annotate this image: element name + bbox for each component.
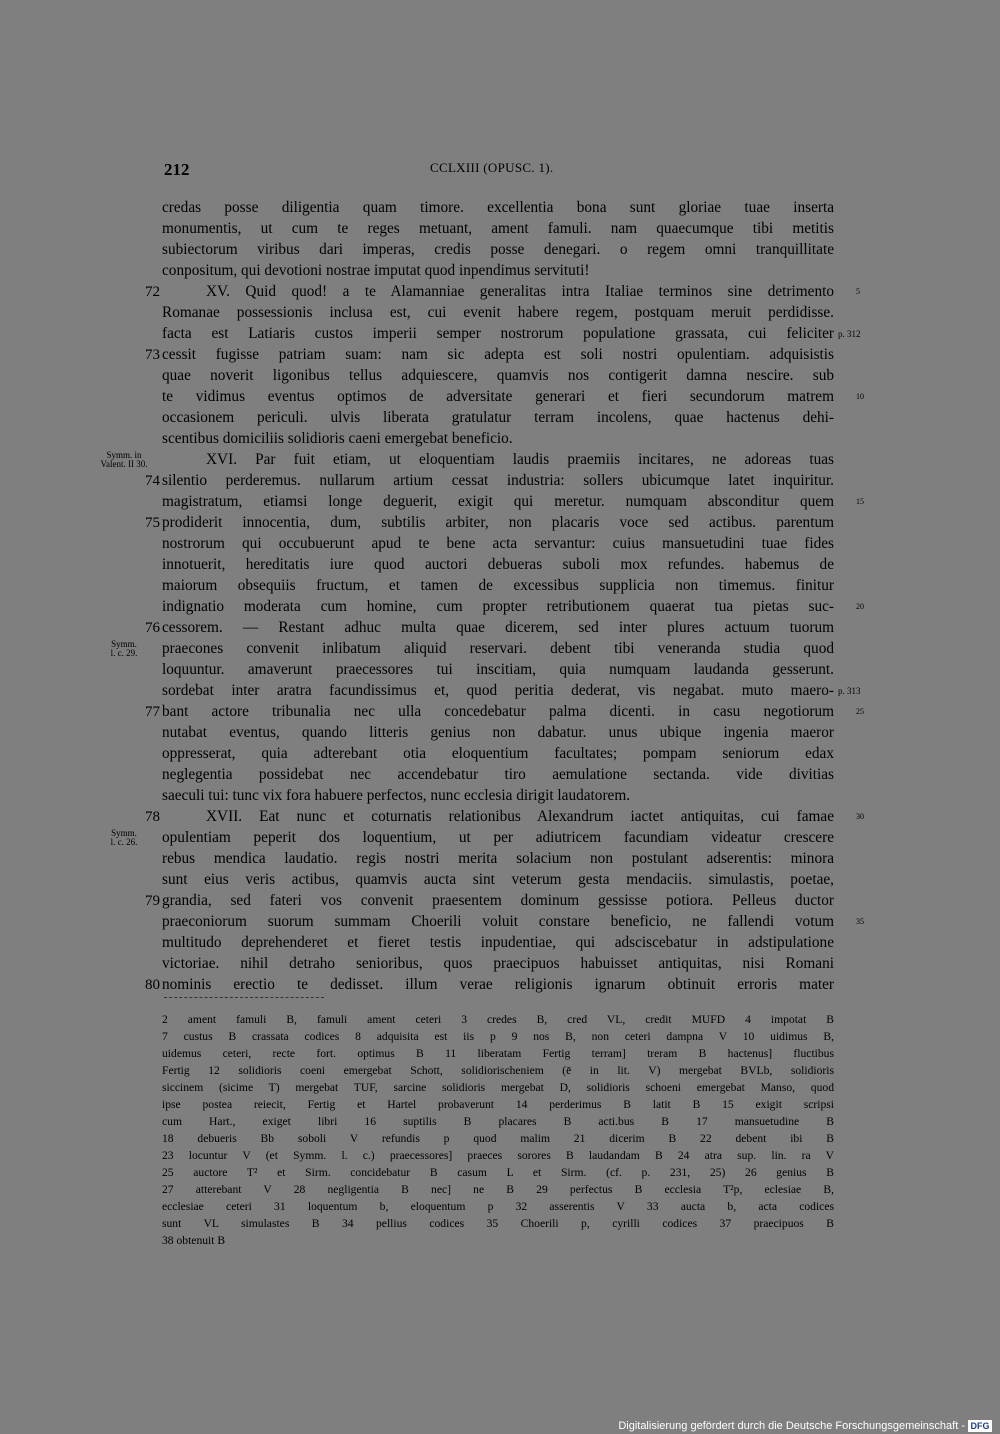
text-line: praecones convenit inlibatum aliquid reservari. debent tibi veneranda studia quod <box>162 640 834 657</box>
page-reference: p. 313 <box>838 686 861 696</box>
marginal-reference-line: l. c. 26. <box>110 837 138 847</box>
text-line: innotuerit, hereditatis iure quod auctori debueras suboli mox refundes. habemus de <box>162 556 834 573</box>
line-number: 5 <box>856 287 860 296</box>
text-line: facta est Latiaris custos imperii semper nostrorum populatione grassata, cui feliciter <box>162 325 834 342</box>
text-line: scentibus domiciliis solidioris caeni emergebat beneficio. <box>162 430 513 447</box>
section-number: 74 <box>145 473 160 489</box>
text-line: occasionem periculi. ulvis liberata gratulatur terram incolens, quae hactenus dehi- <box>162 409 834 426</box>
dfg-logo: DFG <box>968 1420 992 1432</box>
apparatus-line: 7 custus B crassata codices 8 adquisita est iis p 9 nos B, non ceteri dampna V 10 uidimus B, <box>162 1030 834 1043</box>
line-number: 30 <box>856 812 864 821</box>
text-line: cessit fugisse patriam suam: nam sic adepta est soli nostri opulentiam. adquisistis <box>162 346 834 363</box>
page-reference: p. 312 <box>838 329 861 339</box>
section-number: 75 <box>145 515 160 531</box>
apparatus-line: 2 ament famuli B, famuli ament ceteri 3 credes B, cred VL, credit MUFD 4 impotat B <box>162 1013 834 1026</box>
text-line: quae noverit ligonibus tellus adquiescere, quamvis nos contigerit damna nescire. sub <box>162 367 834 384</box>
apparatus-line: ecclesiae ceteri 31 loquentum b, eloquentum p 32 asserentis V 33 aucta b, acta codices <box>162 1200 834 1213</box>
text-line: cessorem. — Restant adhuc multa quae dicerem, sed inter plures actuum tuorum <box>162 619 834 636</box>
text-line: magistratum, etiamsi longe deguerit, exigit qui meretur. numquam absconditur quem <box>162 493 834 510</box>
marginal-reference <box>96 829 152 847</box>
text-line: indignatio moderata cum homine, cum propter retributionem quaerat tua pietas suc- <box>162 598 834 615</box>
line-number: 25 <box>856 707 864 716</box>
apparatus-line: cum Hart., exiget libri 16 suptilis B placares B acti.bus B 17 mansuetudine B <box>162 1115 834 1128</box>
apparatus-line: 27 atterebant V 28 negligentia B nec] ne B 29 perfectus B ecclesia T²p, eclesiae B, <box>162 1183 834 1196</box>
apparatus-line: 25 auctore T² et Sirm. concidebatur B casum L et Sirm. (cf. p. 231, 25) 26 genius B <box>162 1166 834 1179</box>
funding-footer <box>618 1418 992 1434</box>
section-number: 79 <box>145 893 160 909</box>
text-line: monumentis, ut cum te reges metuant, ament famuli. nam quaecumque tibi metitis <box>162 220 834 237</box>
marginal-reference-line: l. c. 29. <box>110 648 138 658</box>
text-line: conpositum, qui devotioni nostrae imputat quod inpendimus servituti! <box>162 262 590 279</box>
text-line: loquuntur. amaverunt praecessores tui inscitiam, quia numquam laudanda gesserunt. <box>162 661 834 678</box>
text-line: XV. Quid quod! a te Alamanniae generalitas intra Italiae terminos sine detrimento <box>206 283 834 300</box>
section-number: 80 <box>145 977 160 993</box>
apparatus-line: 18 debueris Bb soboli V refundis p quod malim 21 dicerim B 22 debent ibi B <box>162 1132 834 1145</box>
page-number: 212 <box>164 160 190 179</box>
section-number: 77 <box>145 704 160 720</box>
marginal-reference-line: Symm. <box>111 639 137 649</box>
marginal-reference <box>96 640 152 658</box>
text-line: bant actore tribunalia nec ulla concedebatur palma dicenti. in casu negotiorum <box>162 703 834 720</box>
text-line: credas posse diligentia quam timore. excellentia bona sunt gloriae tuae inserta <box>162 199 834 216</box>
text-line: nostrorum qui occubuerunt apud te bene acta servantur: cuius mansuetudini tuae fides <box>162 535 834 552</box>
section-number: 72 <box>145 284 160 300</box>
text-line: saeculi tui: tunc vix fora habuere perfectos, nunc ecclesia dirigit laudatorem. <box>162 787 631 804</box>
apparatus-line: Fertig 12 solidioris coeni emergebat Schott, solidiorischeniem (ē in lit. V) mergebat BVLb, solidioris <box>162 1064 834 1077</box>
text-line: neglegentia possidebat nec accendebatur tiro aemulatione sectanda. vide divitias <box>162 766 834 783</box>
running-head: CCLXIII (OPUSC. 1). <box>430 160 554 175</box>
marginal-reference-line: Symm. <box>111 828 137 838</box>
text-line: rebus mendica laudatio. regis nostri merita solacium non postulant adserentis: minora <box>162 850 834 867</box>
apparatus-line: 23 locuntur V (et Symm. l. c.) praecessores] praeces sorores B laudandam B 24 atra sup. lin. ra V <box>162 1149 834 1162</box>
text-line: XVII. Eat nunc et coturnatis relationibus Alexandrum iactet antiquitas, cui famae <box>206 808 834 825</box>
text-line: sunt eius veris actibus, quamvis aucta sint veterum gesta mendaciis. simulastis, poetae, <box>162 871 834 888</box>
text-line: silentio perderemus. nullarum artium cessat industria: sollers ubicumque latet inquiritur. <box>162 472 834 489</box>
text-line: oppresserat, quia adterebant otia eloquentium facultates; pompam seniorum edax <box>162 745 834 762</box>
apparatus-line: 38 obtenuit B <box>162 1234 226 1247</box>
section-number: 73 <box>145 347 160 363</box>
text-line: maiorum obsequiis fructum, et tamen de excessibus supplicia non timemus. finitur <box>162 577 834 594</box>
text-line: te vidimus eventus optimos de adversitate generari et fieri secundorum matrem <box>162 388 834 405</box>
text-line: praeconiorum suorum summam Choerili voluit constare beneficio, ne fallendi votum <box>162 913 834 930</box>
text-line: nutabat eventus, quando litteris genius non dabatur. unus ubique ingenia maeror <box>162 724 834 741</box>
line-number: 10 <box>856 392 864 401</box>
apparatus-line: ipse postea reiecit, Fertig et Hartel probaverunt 14 perderimus B latit B 15 exigit scripsi <box>162 1098 834 1111</box>
line-number: 20 <box>856 602 864 611</box>
section-number: 78 <box>145 809 160 825</box>
text-line: nominis erectio te dedisset. illum verae religionis ignarum obtinuit erroris mater <box>162 976 834 993</box>
text-line: subiectorum viribus dari imperas, credis posse denegari. o regem omni tranquillitate <box>162 241 834 258</box>
apparatus-line: uidemus ceteri, recte fort. optimus B 11 liberatam Fertig terram] treram B hactenus] fluctibus <box>162 1047 834 1060</box>
marginal-reference-line: Symm. in <box>106 450 142 460</box>
text-line: victoriae. nihil detraho senioribus, quos praecipuos habuisset antiquitas, nisi Romani <box>162 955 834 972</box>
section-number: 76 <box>145 620 160 636</box>
text-line: multitudo deprehenderet et fieret testis inpudentiae, qui adsciscebatur in adstipulatione <box>162 934 834 951</box>
line-number: 15 <box>856 497 864 506</box>
marginal-reference <box>96 451 152 469</box>
line-number: 35 <box>856 917 864 926</box>
text-line: prodiderit innocentia, dum, subtilis arbiter, non placaris voce sed actibus. parentum <box>162 514 834 531</box>
apparatus-line: sunt VL simulastes B 34 pellius codices 35 Choerili p, cyrilli codices 37 praecipuos B <box>162 1217 834 1230</box>
marginal-reference-line: Valent. II 30. <box>100 459 148 469</box>
apparatus-line: siccinem (sicime T) mergebat TUF, sarcine solidioris mergebat D, solidioris schoeni emergebat Manso, quod <box>162 1081 834 1094</box>
text-line: opulentiam peperit dos loquentium, ut per adiutricem facundiam videatur crescere <box>162 829 834 846</box>
footnote-rule <box>164 997 324 998</box>
text-line: Romanae possessionis inclusa est, cui evenit habere regem, postquam meruit perdidisse. <box>162 304 834 321</box>
text-line: XVI. Par fuit etiam, ut eloquentiam laudis praemiis incitares, ne adoreas tuas <box>206 451 834 468</box>
page-header <box>0 160 1000 184</box>
footer-text: Digitalisierung gefördert durch die Deutsche Forschungsgemeinschaft - <box>618 1420 965 1432</box>
text-line: grandia, sed fateri vos convenit praesentem dominum gessisse potiora. Pelleus ductor <box>162 892 834 909</box>
text-line: sordebat inter aratra facundissimus et, quod peritia dederat, vis negabat. muto maero- <box>162 682 834 699</box>
